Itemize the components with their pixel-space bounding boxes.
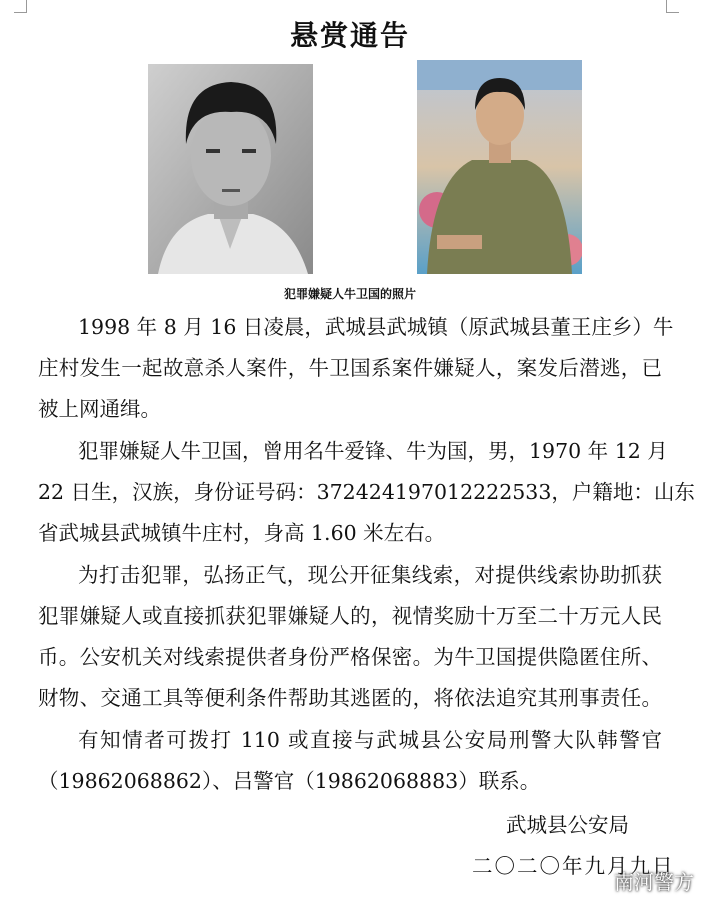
body-text-line: 犯罪嫌疑人牛卫国，曾用名牛爱锋、牛为国，男，1970 年 12 月 [78,439,668,463]
page-corner-mark [666,0,679,13]
issue-date: 二〇二〇年九月九日 [472,854,675,878]
body-text-line: 有知情者可拨打 110 或直接与武城县公安局刑警大队韩警官 [78,728,662,752]
suspect-photo-bw [148,64,313,274]
body-text-line: 财物、交通工具等便利条件帮助其逃匿的，将依法追究其刑事责任。 [38,686,662,710]
notice-title: 悬赏通告 [289,19,410,52]
watermark: 南河警方 [614,870,694,894]
body-text-line: 为打击犯罪，弘扬正气，现公开征集线索，对提供线索协助抓获 [78,563,662,587]
body-text-line: 1998 年 8 月 16 日凌晨，武城县武城镇（原武城县董王庄乡）牛 [78,315,674,339]
issuing-organization: 武城县公安局 [506,813,629,837]
body-text-line: 庄村发生一起故意杀人案件，牛卫国系案件嫌疑人，案发后潜逃，已 [38,356,662,380]
body-text-line: 被上网通缉。 [38,397,161,421]
body-text-line: 币。公安机关对线索提供者身份严格保密。为牛卫国提供隐匿住所、 [38,645,662,669]
suspect-photo-color [417,60,582,274]
photo-caption: 犯罪嫌疑人牛卫国的照片 [283,287,416,301]
body-text-line: 22 日生，汉族，身份证号码：372424197012222533，户籍地：山东 [38,480,695,504]
page-corner-mark [14,0,27,13]
body-text-line: 犯罪嫌疑人或直接抓获犯罪嫌疑人的，视情奖励十万至二十万元人民 [38,604,662,628]
body-text-line: 省武城县武城镇牛庄村，身高 1.60 米左右。 [38,521,446,545]
body-text-line: （19862068862）、吕警官（19862068883）联系。 [38,769,541,793]
